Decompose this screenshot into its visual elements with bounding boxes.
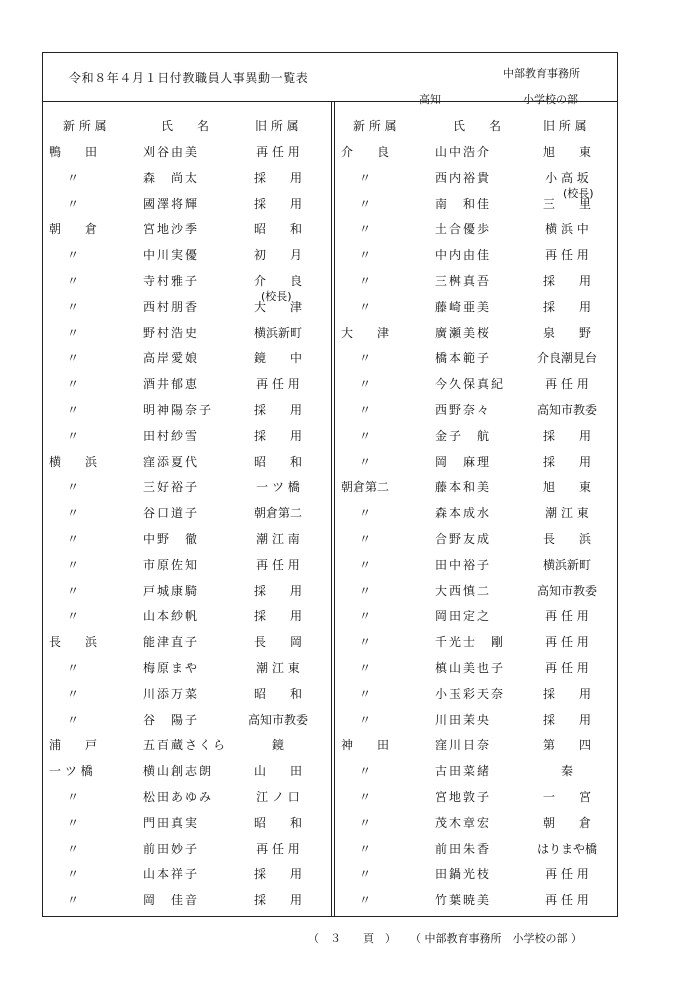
- header-rule: [43, 101, 617, 102]
- previous-assignment: 再 任 用: [256, 145, 300, 159]
- previous-assignment: 横浜新町: [542, 557, 591, 572]
- new-assignment: 〃: [67, 299, 80, 314]
- new-assignment: 〃: [67, 506, 80, 521]
- new-assignment: 〃: [359, 274, 372, 288]
- previous-assignment: 潮 江 東: [256, 661, 300, 675]
- staff-name: 梅原まや: [143, 661, 200, 675]
- previous-assignment: 再 任 用: [545, 635, 589, 650]
- new-assignment: 〃: [67, 196, 80, 211]
- new-assignment: 神 田: [341, 738, 390, 753]
- staff-name: 山本祥子: [143, 867, 200, 882]
- previous-assignment: 横浜新町: [253, 325, 302, 340]
- previous-assignment: 再 任 用: [545, 867, 589, 882]
- new-assignment: 〃: [67, 841, 80, 856]
- new-assignment: 〃: [359, 377, 372, 392]
- new-assignment: 〃: [67, 686, 80, 701]
- previous-assignment: 潮 江 東: [545, 506, 589, 521]
- new-assignment: 朝 倉: [49, 222, 98, 237]
- previous-assignment: 採 用: [542, 454, 591, 469]
- new-assignment: 〃: [359, 841, 372, 856]
- previous-assignment: 再 任 用: [545, 661, 589, 675]
- new-assignment: 〃: [359, 790, 372, 804]
- staff-name: 田鍋光枝: [435, 867, 492, 882]
- previous-assignment: 昭 和: [253, 815, 302, 830]
- previous-assignment: 長 岡: [253, 635, 302, 650]
- staff-name: 森本成水: [435, 506, 492, 521]
- previous-assignment: 採 用: [253, 403, 302, 417]
- previous-assignment: 一 宮: [542, 790, 591, 804]
- new-assignment: 〃: [359, 583, 372, 598]
- staff-name: 宮地沙季: [143, 222, 200, 237]
- staff-name: 大西慎二: [435, 583, 492, 598]
- new-assignment: 〃: [359, 764, 372, 779]
- office-name: 中部教育事務所: [503, 67, 580, 80]
- staff-name: 西内裕貴: [435, 170, 492, 185]
- previous-assignment: 小 高 坂: [545, 170, 589, 185]
- previous-assignment: 採 用: [542, 428, 591, 443]
- previous-assignment: 長 浜: [542, 532, 591, 546]
- new-assignment: 〃: [359, 712, 372, 727]
- previous-assignment: はりまや橋: [536, 841, 597, 856]
- new-assignment: 〃: [67, 867, 80, 882]
- new-assignment: 〃: [359, 532, 372, 546]
- previous-assignment: 再 任 用: [256, 377, 300, 392]
- new-assignment: 〃: [359, 506, 372, 521]
- staff-name: 中川実優: [143, 248, 200, 263]
- region-label: 高知: [419, 93, 441, 106]
- previous-assignment: 一 ツ 橋: [256, 480, 300, 495]
- new-assignment: 一 ツ 橋: [49, 764, 93, 779]
- new-assignment: 〃: [67, 893, 80, 908]
- previous-assignment: 採 用: [253, 893, 302, 908]
- new-assignment: 〃: [67, 790, 80, 804]
- new-assignment: 長 浜: [49, 635, 98, 650]
- staff-name: 森 尚太: [143, 170, 200, 185]
- new-assignment: 〃: [359, 428, 372, 443]
- staff-name: 能津直子: [143, 635, 200, 650]
- staff-name: 寺村雅子: [143, 274, 200, 288]
- left-new-header: 新 所 属: [63, 119, 107, 133]
- staff-name: 岡田定之: [435, 609, 492, 624]
- left-name-header: 氏 名: [161, 119, 210, 133]
- previous-assignment: 採 用: [253, 867, 302, 882]
- previous-assignment: 再 任 用: [256, 557, 300, 572]
- left-old-header: 旧 所 属: [255, 119, 299, 133]
- staff-name: 窪川日奈: [435, 738, 492, 753]
- staff-name: 川添万菜: [143, 686, 200, 701]
- new-assignment: 〃: [67, 170, 80, 185]
- staff-name: 前田朱香: [435, 841, 492, 856]
- new-assignment: 〃: [359, 170, 372, 185]
- new-assignment: 〃: [359, 609, 372, 624]
- new-assignment: 〃: [67, 609, 80, 624]
- new-assignment: 〃: [359, 661, 372, 675]
- new-assignment: 鴨 田: [49, 145, 98, 159]
- staff-name: 土合優歩: [435, 222, 492, 237]
- new-assignment: 〃: [67, 480, 80, 495]
- staff-name: 廣瀬美桜: [435, 325, 492, 340]
- previous-assignment: 採 用: [253, 196, 302, 211]
- new-assignment: 介 良: [341, 145, 390, 159]
- previous-assignment: 高知市教委: [536, 583, 597, 598]
- previous-assignment: 介 良: [253, 274, 302, 288]
- staff-name: 谷 陽子: [143, 712, 200, 727]
- staff-name: 小玉彩天奈: [435, 686, 506, 701]
- staff-name: 山中浩介: [435, 145, 492, 159]
- previous-assignment: 採 用: [542, 299, 591, 314]
- previous-assignment: 三 里: [542, 196, 591, 211]
- previous-assignment: 高知市教委: [247, 712, 308, 727]
- staff-name: 中野 徹: [143, 532, 200, 546]
- new-assignment: 〃: [359, 867, 372, 882]
- page-number: （ ３ 頁 ）: [308, 932, 396, 945]
- new-assignment: 〃: [67, 557, 80, 572]
- previous-assignment: 秦: [560, 764, 573, 779]
- staff-name: 谷口道子: [143, 506, 200, 521]
- previous-assignment: 採 用: [253, 428, 302, 443]
- new-assignment: 〃: [359, 557, 372, 572]
- staff-name: 西野奈々: [435, 403, 492, 417]
- new-assignment: 〃: [67, 428, 80, 443]
- new-assignment: 〃: [359, 351, 372, 366]
- staff-name: 岡 佳音: [143, 893, 200, 908]
- new-assignment: 〃: [359, 893, 372, 908]
- staff-name: 竹葉暁美: [435, 893, 492, 908]
- previous-assignment: 大 津: [253, 299, 302, 314]
- new-assignment: 〃: [67, 661, 80, 675]
- staff-name: 門田真実: [143, 815, 200, 830]
- staff-name: 茂木章宏: [435, 815, 492, 830]
- new-assignment: 〃: [359, 299, 372, 314]
- new-assignment: 浦 戸: [49, 738, 98, 753]
- new-assignment: 〃: [359, 686, 372, 701]
- previous-assignment: 朝 倉: [542, 815, 591, 830]
- new-assignment: 〃: [67, 532, 80, 546]
- new-assignment: 〃: [67, 377, 80, 392]
- previous-assignment: 鏡: [271, 738, 284, 753]
- role-note: (校長): [261, 290, 292, 303]
- staff-name: 藤本和美: [435, 480, 492, 495]
- new-assignment: 〃: [359, 403, 372, 417]
- staff-name: 窪添夏代: [143, 454, 200, 469]
- staff-name: 今久保真紀: [435, 377, 506, 392]
- previous-assignment: 潮 江 南: [256, 532, 300, 546]
- previous-assignment: 山 田: [253, 764, 302, 779]
- staff-name: 藤崎亜美: [435, 299, 492, 314]
- previous-assignment: 介良潮見台: [536, 351, 597, 366]
- staff-name: 市原佐知: [143, 557, 200, 572]
- new-assignment: 〃: [359, 635, 372, 650]
- staff-name: 刈谷由美: [143, 145, 200, 159]
- previous-assignment: 採 用: [253, 170, 302, 185]
- new-assignment: 〃: [67, 712, 80, 727]
- new-assignment: 横 浜: [49, 454, 98, 469]
- staff-name: 野村浩史: [143, 325, 200, 340]
- new-assignment: 〃: [359, 222, 372, 237]
- staff-name: 田中裕子: [435, 557, 492, 572]
- previous-assignment: 高知市教委: [536, 403, 597, 417]
- previous-assignment: 採 用: [542, 712, 591, 727]
- previous-assignment: 再 任 用: [545, 893, 589, 908]
- new-assignment: 〃: [67, 583, 80, 598]
- roster-frame: [42, 52, 618, 917]
- previous-assignment: 初 月: [253, 248, 302, 263]
- previous-assignment: 採 用: [542, 686, 591, 701]
- previous-assignment: 鏡 中: [253, 351, 302, 366]
- previous-assignment: 再 任 用: [545, 609, 589, 624]
- new-assignment: 〃: [67, 248, 80, 263]
- previous-assignment: 横 浜 中: [545, 222, 589, 237]
- previous-assignment: 採 用: [542, 274, 591, 288]
- new-assignment: 〃: [67, 815, 80, 830]
- previous-assignment: 朝倉第二: [253, 506, 302, 521]
- previous-assignment: 再 任 用: [545, 377, 589, 392]
- staff-name: 岡 麻理: [435, 454, 492, 469]
- right-new-header: 新 所 属: [353, 119, 397, 133]
- right-old-header: 旧 所 属: [543, 119, 587, 133]
- new-assignment: 〃: [67, 351, 80, 366]
- staff-name: 南 和佳: [435, 196, 492, 211]
- document-title: 令和８年４月１日付教職員人事異動一覧表: [69, 71, 309, 85]
- previous-assignment: 再 任 用: [545, 248, 589, 263]
- staff-name: 明神陽奈子: [143, 403, 214, 417]
- previous-assignment: 江 ノ 口: [256, 790, 300, 804]
- new-assignment: 〃: [67, 274, 80, 288]
- new-assignment: 〃: [67, 325, 80, 340]
- previous-assignment: 泉 野: [542, 325, 591, 340]
- staff-name: 酒井郁恵: [143, 377, 200, 392]
- new-assignment: 〃: [359, 196, 372, 211]
- staff-name: 三桝真吾: [435, 274, 492, 288]
- previous-assignment: 再 任 用: [256, 841, 300, 856]
- previous-assignment: 昭 和: [253, 454, 302, 469]
- previous-assignment: 昭 和: [253, 686, 302, 701]
- staff-name: 田村紗雪: [143, 428, 200, 443]
- staff-name: 合野友成: [435, 532, 492, 546]
- staff-name: 五百蔵さくら: [143, 738, 228, 753]
- staff-name: 高岸愛娘: [143, 351, 200, 366]
- previous-assignment: 旭 東: [542, 480, 591, 495]
- right-name-header: 氏 名: [453, 119, 502, 133]
- staff-name: 前田妙子: [143, 841, 200, 856]
- staff-name: 中内由佳: [435, 248, 492, 263]
- staff-name: 松田あゆみ: [143, 790, 214, 804]
- staff-name: 西村朋香: [143, 299, 200, 314]
- staff-name: 戸城康騎: [143, 583, 200, 598]
- role-note: (校長): [563, 186, 594, 200]
- staff-name: 古田菜緒: [435, 764, 492, 779]
- staff-name: 槙山美也子: [435, 661, 506, 675]
- new-assignment: 朝倉第二: [341, 480, 390, 495]
- previous-assignment: 第 四: [542, 738, 591, 753]
- staff-name: 宮地敦子: [435, 790, 492, 804]
- staff-name: 千光士 剛: [435, 635, 506, 650]
- staff-name: 國澤将輝: [143, 196, 200, 211]
- staff-name: 山本紗帆: [143, 609, 200, 624]
- new-assignment: 〃: [359, 815, 372, 830]
- column-divider: [331, 101, 335, 916]
- previous-assignment: 昭 和: [253, 222, 302, 237]
- new-assignment: 〃: [359, 248, 372, 263]
- section-label: 小学校の部: [523, 93, 578, 106]
- new-assignment: 〃: [67, 403, 80, 417]
- staff-name: 金子 航: [435, 428, 492, 443]
- previous-assignment: 採 用: [253, 609, 302, 624]
- staff-name: 横山創志朗: [143, 764, 214, 779]
- new-assignment: 〃: [359, 454, 372, 469]
- previous-assignment: 採 用: [253, 583, 302, 598]
- staff-name: 三好裕子: [143, 480, 200, 495]
- staff-name: 川田茉央: [435, 712, 492, 727]
- staff-name: 橋本範子: [435, 351, 492, 366]
- footer-office: （ 中部教育事務所 小学校の部 ）: [410, 932, 582, 945]
- new-assignment: 大 津: [341, 325, 390, 340]
- previous-assignment: 旭 東: [542, 145, 591, 159]
